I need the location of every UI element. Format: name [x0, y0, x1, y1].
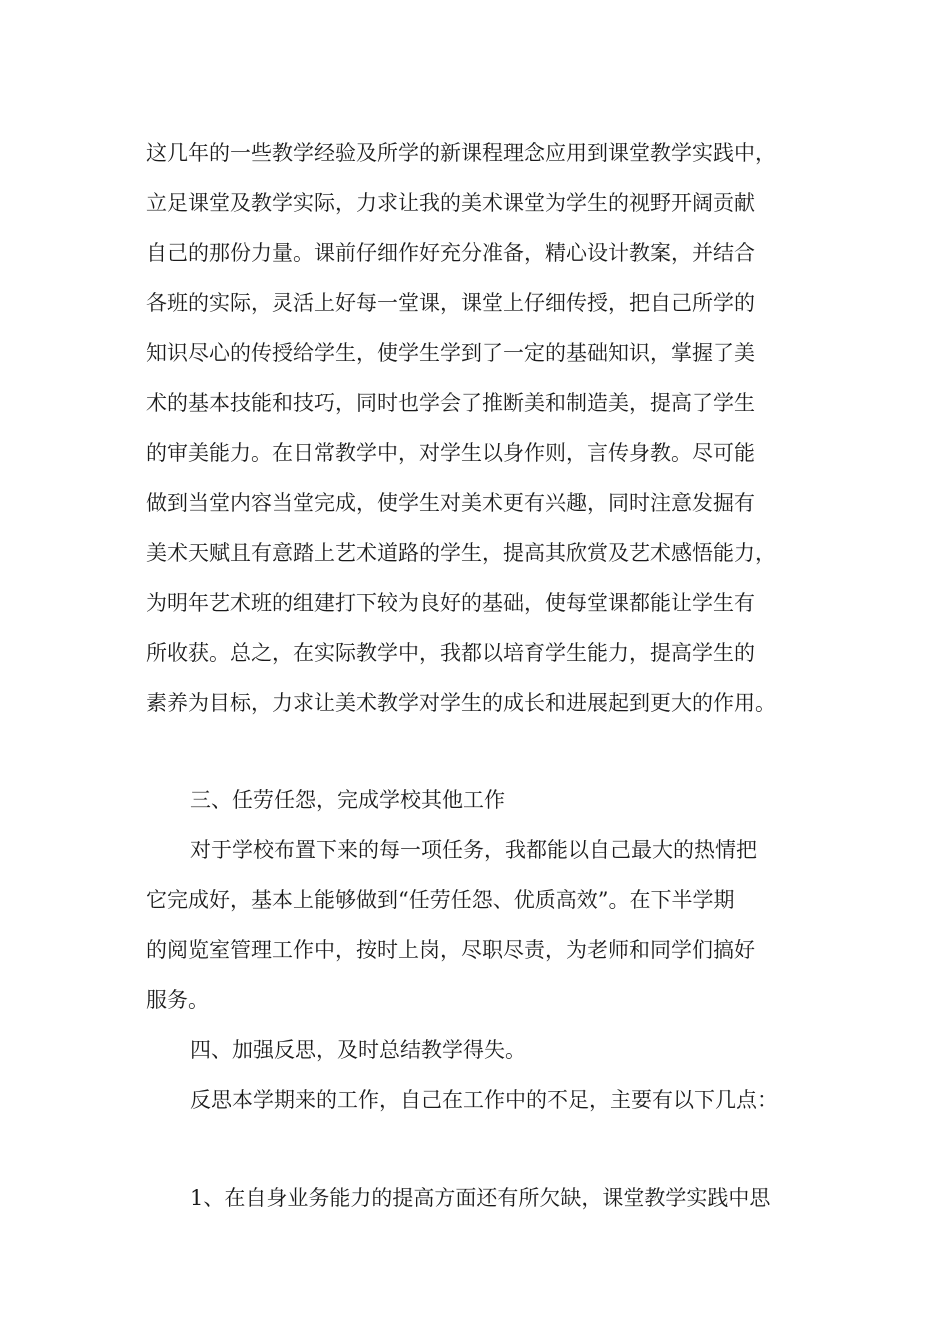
paragraph-1-line-9: 美术天赋且有意踏上艺术道路的学生，提高其欣赏及艺术感悟能力，: [146, 541, 776, 565]
section-3-heading: 三、任劳任怨，完成学校其他工作: [190, 788, 505, 812]
paragraph-1-line-1: 这几年的一些教学经验及所学的新课程理念应用到课堂教学实践中，: [146, 141, 776, 165]
paragraph-2-line-1: 对于学校布置下来的每一项任务，我都能以自己最大的热情把: [190, 838, 757, 862]
paragraph-1-line-6: 术的基本技能和技巧，同时也学会了推断美和制造美，提高了学生: [146, 391, 755, 415]
paragraph-1-line-4: 各班的实际，灵活上好每一堂课，课堂上仔细传授，把自己所学的: [146, 291, 755, 315]
paragraph-3: 反思本学期来的工作，自己在工作中的不足，主要有以下几点：: [190, 1088, 778, 1112]
paragraph-1-line-2: 立足课堂及教学实际，力求让我的美术课堂为学生的视野开阔贡献: [146, 191, 755, 215]
paragraph-1-line-7: 的审美能力。在日常教学中，对学生以身作则，言传身教。尽可能: [146, 441, 755, 465]
point-1: 1、在自身业务能力的提高方面还有所欠缺，课堂教学实践中思: [190, 1186, 771, 1210]
paragraph-2-line-3: 的阅览室管理工作中，按时上岗，尽职尽责，为老师和同学们搞好: [146, 938, 755, 962]
paragraph-2-line-2: 它完成好，基本上能够做到“任劳任怨、优质高效”。在下半学期: [146, 888, 735, 912]
paragraph-1-line-10: 为明年艺术班的组建打下较为良好的基础，使每堂课都能让学生有: [146, 591, 755, 615]
paragraph-2-line-4: 服务。: [146, 988, 209, 1012]
paragraph-1-line-12: 素养为目标，力求让美术教学对学生的成长和进展起到更大的作用。: [146, 691, 776, 715]
paragraph-1-line-8: 做到当堂内容当堂完成，使学生对美术更有兴趣，同时注意发掘有: [146, 491, 755, 515]
paragraph-1-line-3: 自己的那份力量。课前仔细作好充分准备，精心设计教案，并结合: [146, 241, 755, 265]
paragraph-1-line-11: 所收获。总之，在实际教学中，我都以培育学生能力，提高学生的: [146, 641, 755, 665]
paragraph-1-line-5: 知识尽心的传授给学生，使学生学到了一定的基础知识，掌握了美: [146, 341, 755, 365]
section-4-heading: 四、加强反思，及时总结教学得失。: [190, 1038, 526, 1062]
